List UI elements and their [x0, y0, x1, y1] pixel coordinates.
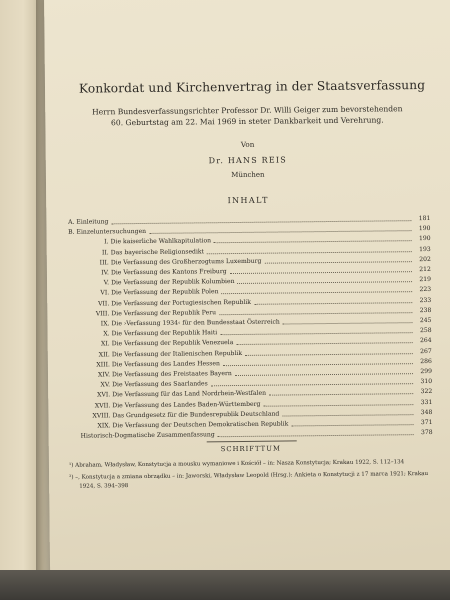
toc-number: VII. [98, 299, 110, 308]
toc-number: XII. [98, 350, 110, 359]
toc-number: VI. [100, 289, 110, 297]
toc-title: Einleitung [76, 218, 109, 226]
toc-title: Die Verfassung der Republik Haiti [111, 329, 218, 338]
toc-page-number: 202 [419, 255, 431, 263]
toc-page-number: 331 [420, 398, 433, 406]
toc-title: Die Verfassung der Republik Venezuela [111, 339, 234, 348]
toc-title: Die Verfassung der Portugiesischen Republik [111, 298, 252, 307]
toc-page-number: 299 [420, 367, 433, 376]
toc-number: XV. [100, 381, 111, 389]
toc-title: Die Verfassung des Kantons Freiburg [110, 268, 227, 277]
toc-number: XIX. [97, 422, 111, 430]
dedication [67, 103, 427, 129]
section-divider [207, 440, 297, 442]
toc-page-number: 378 [420, 429, 433, 437]
toc-title: Die Verfassung des Landes Hessen [111, 359, 220, 369]
dedication-line: Herrn Bundesverfassungsrichter Professor Dr. Willi Geiger zum bevorstehenden [91, 104, 403, 117]
toc-title: Das Grundgesetz für die Bundesrepublik Deutschland [112, 410, 280, 420]
toc-page-number: 258 [419, 327, 432, 335]
toc-number: IX. [100, 320, 110, 328]
toc-title: Die Verfassung der Republik Polen [111, 288, 219, 297]
toc-page-number: 223 [419, 286, 432, 294]
toc-title: Die Verfassung der Deutschen Demokratischen Republik [112, 420, 289, 430]
toc-title: Die Verfassung des Landes Baden-Württemberg [112, 400, 261, 409]
toc-number: XVI. [97, 391, 111, 399]
toc-title: Einzeluntersuchungen [76, 228, 147, 236]
toc-leader-dots [218, 434, 414, 437]
toc-page-number: 264 [419, 337, 432, 345]
toc-number: XIII. [96, 361, 110, 369]
toc-title: Historisch-Dogmatische Zusammenfassung [80, 431, 215, 440]
toc-page-number: 190 [418, 235, 431, 243]
toc-number: X. [103, 330, 110, 338]
contents-heading: INHALT [227, 195, 269, 206]
toc-number: II. [101, 248, 109, 257]
toc-title: Die Verfassung der Republik Kolumbien [111, 278, 235, 287]
toc-number: III. [99, 259, 109, 267]
author-city: München [231, 170, 265, 180]
dedication-line: 60. Geburtstag am 22. Mai 1969 in steter Dankbarkeit und Verehrung. [110, 115, 384, 128]
toc-page-number: 310 [420, 378, 433, 386]
toc-number: XVII. [94, 401, 111, 410]
article-title: Konkordat und Kirchenvertrag in der Staatsverfassung [78, 78, 426, 96]
bibliography-heading: SCHRIFTTUM [220, 444, 281, 454]
toc-page-number: 348 [420, 408, 433, 416]
toc-title: Die ›Verfassung 1934‹ für den Bundesstaat Österreich [111, 318, 280, 328]
toc-title: Die Verfassung des Großherzogtums Luxemburg [110, 257, 262, 267]
toc-number: A. [68, 218, 75, 226]
toc-page-number: 212 [419, 265, 431, 274]
toc-number: XIV. [97, 371, 111, 379]
toc-number: B. [68, 228, 75, 236]
toc-page-number: 371 [420, 418, 433, 427]
toc-page-number: 233 [419, 296, 432, 304]
toc-title: Die Verfassung des Saarlandes [112, 380, 208, 389]
bibliography-entry: ²) –, Konstytucja a zmiana obrządku – in: Jaworski, Władysław Leopold (Hrsg.): Ankieta o Konstytucji z 17 marca 1921; Krakau 1924, S. 394–398 [69, 471, 429, 490]
toc-number: XI. [100, 340, 110, 348]
toc-title: Das bayerische Religionsedikt [110, 247, 205, 256]
toc-page-number: 219 [419, 276, 432, 284]
toc-page-number: 181 [418, 214, 431, 223]
toc-number: XVIII. [92, 412, 111, 420]
table-of-contents [64, 212, 433, 440]
toc-number: I. [104, 238, 109, 246]
toc-number: V. [103, 279, 110, 287]
toc-title: Die Verfassung des Freistaates Bayern [111, 370, 232, 379]
byline-label: Von [240, 139, 255, 149]
toc-title: Die kaiserliche Wahlkapitulation [110, 237, 212, 246]
toc-page-number: 238 [419, 306, 432, 314]
book-page [44, 0, 450, 582]
toc-page-number: 193 [419, 245, 431, 253]
table-surface [0, 570, 450, 600]
toc-page-number: 286 [420, 357, 432, 365]
toc-page-number: 190 [418, 225, 431, 233]
toc-page-number: 322 [420, 388, 433, 396]
toc-title: Die Verfassung der Italienischen Republik [111, 349, 243, 358]
toc-title: Die Verfassung der Republik Peru [111, 309, 217, 318]
toc-page-number: 267 [420, 347, 432, 355]
bibliography-list [69, 458, 431, 495]
toc-number: VIII. [95, 310, 110, 318]
bibliography-entry: ¹) Abraham, Władysław, Konstytucja a mousku wymaniowe i Kościół – in: Nasza Konstytucja; Krakau 1922, S. 112–134 [68, 459, 405, 469]
toc-page-number: 245 [419, 316, 432, 325]
author-name: Dr. HANS REIS [208, 155, 287, 166]
toc-title: Die Verfassung für das Land Nordrhein-Westfalen [112, 390, 267, 399]
toc-number: IV. [101, 269, 109, 277]
